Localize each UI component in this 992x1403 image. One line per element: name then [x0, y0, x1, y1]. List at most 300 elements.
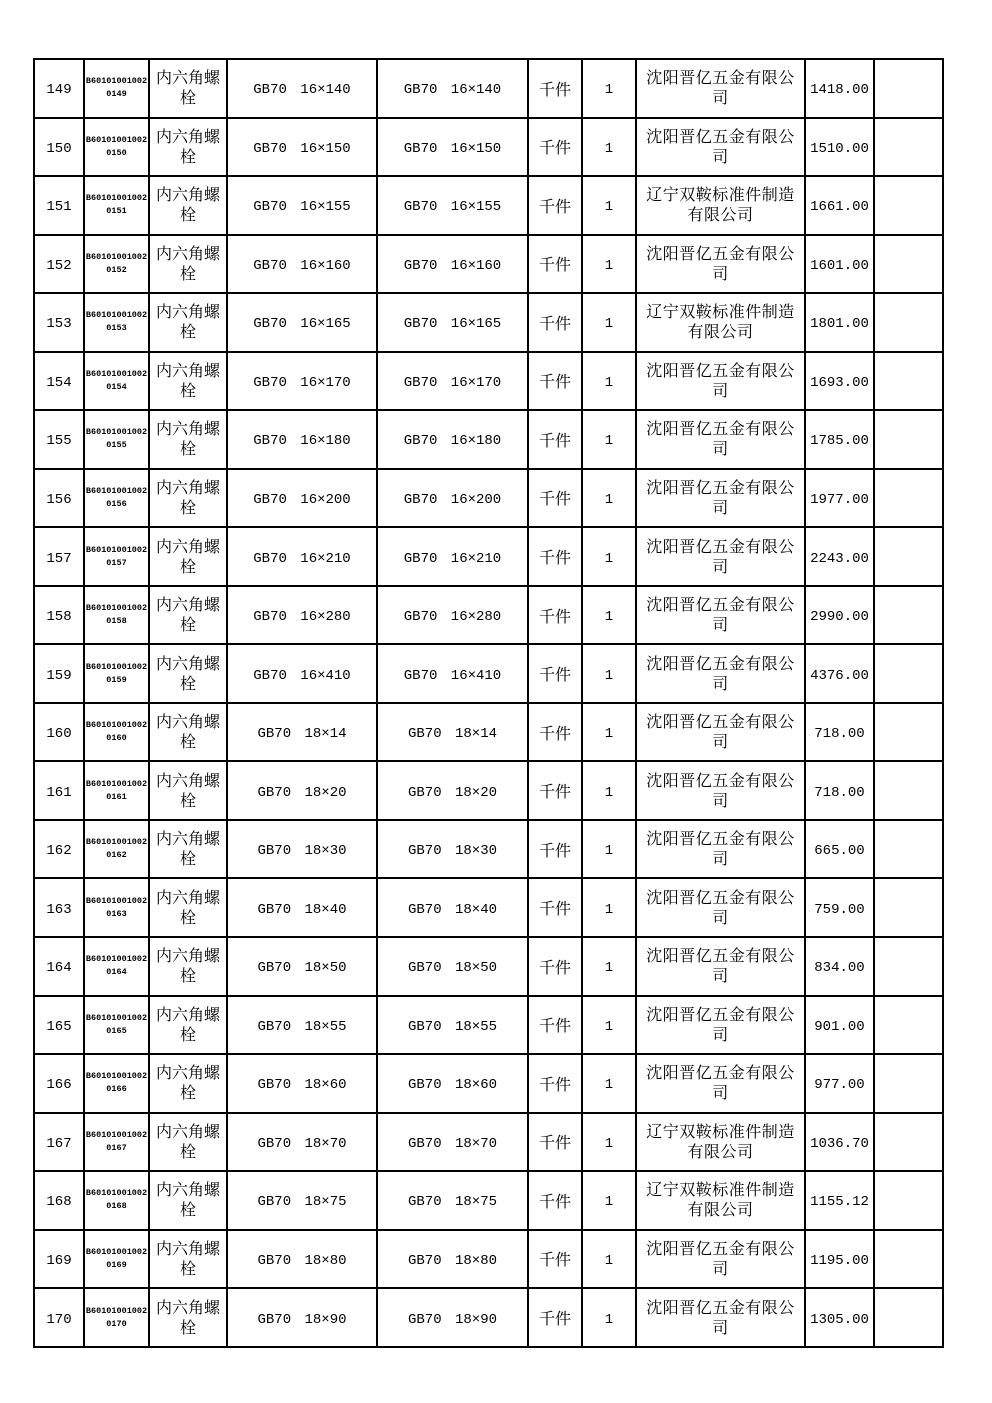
row-number: 155 — [46, 433, 72, 450]
specification: GB70 16×165 — [253, 316, 351, 333]
unit-cell — [528, 469, 582, 528]
specification: GB70 18×80 — [257, 1252, 347, 1269]
specification: GB70 18×40 — [257, 901, 347, 918]
spec-model: GB70 18×90 — [407, 1311, 497, 1328]
remark-cell — [874, 469, 943, 528]
item-code: B601010010020169 — [85, 1246, 148, 1270]
quantity-cell — [582, 1113, 636, 1172]
supplier-cell — [636, 1288, 805, 1347]
quantity: 1 — [604, 374, 614, 391]
supplier: 沈阳晋亿五金有限公司 — [646, 887, 795, 927]
quantity: 1 — [604, 82, 614, 99]
row-number-cell — [34, 996, 84, 1055]
specification: GB70 18×75 — [257, 1194, 347, 1211]
quantity-cell — [582, 644, 636, 703]
quantity-cell — [582, 527, 636, 586]
unit: 千件 — [538, 606, 571, 626]
remark-cell — [874, 1171, 943, 1230]
quantity: 1 — [604, 140, 614, 157]
supplier: 沈阳晋亿五金有限公司 — [646, 477, 795, 517]
item-name-cell — [149, 937, 227, 996]
specification-cell — [227, 820, 377, 879]
item-code-cell — [84, 1113, 149, 1172]
unit-cell — [528, 703, 582, 762]
item-name-cell — [149, 878, 227, 937]
supplier: 辽宁双鞍标准件制造有限公司 — [646, 1121, 795, 1161]
item-code-cell — [84, 1171, 149, 1230]
supplier: 沈阳晋亿五金有限公司 — [646, 770, 795, 810]
price: 834.00 — [814, 960, 865, 977]
price-cell — [805, 235, 874, 294]
quantity-cell — [582, 410, 636, 469]
price: 1661.00 — [810, 199, 869, 216]
unit-cell — [528, 1171, 582, 1230]
quantity-cell — [582, 937, 636, 996]
price-cell — [805, 1054, 874, 1113]
specification: GB70 16×210 — [253, 550, 351, 567]
specification-cell — [227, 937, 377, 996]
item-name-cell — [149, 644, 227, 703]
remark-cell — [874, 586, 943, 645]
specification: GB70 18×50 — [257, 960, 347, 977]
supplier: 沈阳晋亿五金有限公司 — [646, 595, 795, 635]
price: 1510.00 — [810, 140, 869, 157]
price: 1601.00 — [810, 257, 869, 274]
price-cell — [805, 469, 874, 528]
row-number-cell — [34, 352, 84, 411]
item-code: B601010010020170 — [85, 1305, 148, 1329]
remark-cell — [874, 118, 943, 177]
row-number-cell — [34, 878, 84, 937]
unit-cell — [528, 410, 582, 469]
spec-model-cell — [377, 586, 528, 645]
item-code: B601010010020158 — [85, 603, 148, 627]
specification-cell — [227, 878, 377, 937]
item-name: 内六角螺栓 — [155, 1121, 220, 1161]
quantity: 1 — [604, 609, 614, 626]
spec-model-cell — [377, 937, 528, 996]
table-row — [34, 293, 943, 352]
item-name-cell — [149, 235, 227, 294]
quantity: 1 — [604, 843, 614, 860]
remark-cell — [874, 410, 943, 469]
unit-cell — [528, 118, 582, 177]
spec-model: GB70 18×50 — [407, 960, 497, 977]
row-number: 151 — [46, 199, 72, 216]
unit: 千件 — [538, 372, 571, 392]
row-number-cell — [34, 1113, 84, 1172]
remark-cell — [874, 1288, 943, 1347]
price-cell — [805, 703, 874, 762]
supplier-cell — [636, 1230, 805, 1289]
price: 1036.70 — [810, 1135, 869, 1152]
spec-model-cell — [377, 235, 528, 294]
spec-model-cell — [377, 176, 528, 235]
row-number: 150 — [46, 140, 72, 157]
supplier: 沈阳晋亿五金有限公司 — [646, 1297, 795, 1337]
price-cell — [805, 410, 874, 469]
table-row — [34, 1288, 943, 1347]
item-name-cell — [149, 293, 227, 352]
item-name: 内六角螺栓 — [155, 595, 220, 635]
remark-cell — [874, 820, 943, 879]
specification: GB70 18×14 — [257, 726, 347, 743]
price: 4376.00 — [810, 667, 869, 684]
supplier: 沈阳晋亿五金有限公司 — [646, 536, 795, 576]
item-code: B601010010020153 — [85, 310, 148, 334]
item-code-cell — [84, 469, 149, 528]
specification: GB70 18×30 — [257, 843, 347, 860]
unit-cell — [528, 59, 582, 118]
supplier-cell — [636, 703, 805, 762]
remark-cell — [874, 644, 943, 703]
row-number: 170 — [46, 1311, 72, 1328]
item-name-cell — [149, 761, 227, 820]
spec-model: GB70 18×55 — [407, 1018, 497, 1035]
specification-cell — [227, 527, 377, 586]
specification: GB70 18×60 — [257, 1077, 347, 1094]
supplier: 沈阳晋亿五金有限公司 — [646, 829, 795, 869]
unit: 千件 — [538, 665, 571, 685]
supplier-cell — [636, 1054, 805, 1113]
row-number: 165 — [46, 1018, 72, 1035]
row-number-cell — [34, 703, 84, 762]
row-number: 168 — [46, 1194, 72, 1211]
item-code-cell — [84, 59, 149, 118]
quantity: 1 — [604, 550, 614, 567]
row-number-cell — [34, 1288, 84, 1347]
table-row — [34, 59, 943, 118]
row-number: 159 — [46, 667, 72, 684]
item-name: 内六角螺栓 — [155, 1063, 220, 1103]
item-name: 内六角螺栓 — [155, 770, 220, 810]
specification: GB70 16×155 — [253, 199, 351, 216]
remark-cell — [874, 937, 943, 996]
quantity: 1 — [604, 1135, 614, 1152]
item-name: 内六角螺栓 — [155, 1238, 220, 1278]
quantity-cell — [582, 996, 636, 1055]
quantity-cell — [582, 1171, 636, 1230]
supplier-cell — [636, 586, 805, 645]
spec-model-cell — [377, 1171, 528, 1230]
table-body — [34, 59, 943, 1347]
item-code-cell — [84, 1230, 149, 1289]
unit: 千件 — [538, 1309, 571, 1329]
price-cell — [805, 1288, 874, 1347]
remark-cell — [874, 59, 943, 118]
item-name: 内六角螺栓 — [155, 185, 220, 225]
price-cell — [805, 761, 874, 820]
item-name-cell — [149, 1054, 227, 1113]
row-number: 154 — [46, 374, 72, 391]
price-cell — [805, 59, 874, 118]
item-name-cell — [149, 410, 227, 469]
price-cell — [805, 937, 874, 996]
price: 1693.00 — [810, 374, 869, 391]
row-number-cell — [34, 235, 84, 294]
unit-cell — [528, 996, 582, 1055]
row-number: 163 — [46, 901, 72, 918]
item-name: 内六角螺栓 — [155, 887, 220, 927]
spec-model-cell — [377, 59, 528, 118]
item-name: 内六角螺栓 — [155, 536, 220, 576]
price: 2243.00 — [810, 550, 869, 567]
remark-cell — [874, 527, 943, 586]
quantity: 1 — [604, 199, 614, 216]
price: 901.00 — [814, 1018, 865, 1035]
table-row — [34, 1113, 943, 1172]
table-row — [34, 1054, 943, 1113]
item-code: B601010010020151 — [85, 193, 148, 217]
item-name-cell — [149, 1171, 227, 1230]
item-code: B601010010020149 — [85, 76, 148, 100]
row-number-cell — [34, 644, 84, 703]
table-row — [34, 996, 943, 1055]
unit: 千件 — [538, 313, 571, 333]
specification-cell — [227, 586, 377, 645]
unit: 千件 — [538, 1191, 571, 1211]
unit-cell — [528, 937, 582, 996]
quantity: 1 — [604, 901, 614, 918]
supplier-cell — [636, 1113, 805, 1172]
row-number-cell — [34, 1054, 84, 1113]
quantity-cell — [582, 878, 636, 937]
spec-model-cell — [377, 1113, 528, 1172]
row-number: 156 — [46, 491, 72, 508]
item-code-cell — [84, 176, 149, 235]
item-name-cell — [149, 1230, 227, 1289]
specification-cell — [227, 352, 377, 411]
spec-model: GB70 16×150 — [403, 140, 502, 157]
row-number-cell — [34, 586, 84, 645]
item-name-cell — [149, 176, 227, 235]
unit: 千件 — [538, 548, 571, 568]
item-name-cell — [149, 527, 227, 586]
item-code: B601010010020152 — [85, 251, 148, 275]
spec-model-cell — [377, 761, 528, 820]
remark-cell — [874, 235, 943, 294]
unit: 千件 — [538, 489, 571, 509]
table-row — [34, 761, 943, 820]
price: 759.00 — [814, 901, 865, 918]
price: 718.00 — [814, 784, 865, 801]
spec-model-cell — [377, 352, 528, 411]
specification: GB70 16×180 — [253, 433, 351, 450]
table-row — [34, 176, 943, 235]
specification: GB70 18×90 — [257, 1311, 347, 1328]
item-name-cell — [149, 996, 227, 1055]
spec-model-cell — [377, 118, 528, 177]
supplier-cell — [636, 410, 805, 469]
item-name: 内六角螺栓 — [155, 829, 220, 869]
item-code-cell — [84, 352, 149, 411]
price-cell — [805, 644, 874, 703]
supplier-cell — [636, 59, 805, 118]
item-code: B601010010020168 — [85, 1188, 148, 1212]
remark-cell — [874, 703, 943, 762]
supplier-cell — [636, 644, 805, 703]
supplier: 辽宁双鞍标准件制造有限公司 — [646, 185, 795, 225]
table-row — [34, 878, 943, 937]
supplier: 沈阳晋亿五金有限公司 — [646, 1004, 795, 1044]
supplier: 沈阳晋亿五金有限公司 — [646, 946, 795, 986]
price-table — [33, 58, 944, 1348]
quantity-cell — [582, 235, 636, 294]
item-name-cell — [149, 1288, 227, 1347]
item-code-cell — [84, 996, 149, 1055]
price-cell — [805, 1171, 874, 1230]
quantity-cell — [582, 761, 636, 820]
specification-cell — [227, 293, 377, 352]
row-number-cell — [34, 527, 84, 586]
item-code: B601010010020166 — [85, 1071, 148, 1095]
spec-model: GB70 16×160 — [403, 257, 502, 274]
unit: 千件 — [538, 840, 571, 860]
unit-cell — [528, 1288, 582, 1347]
price-cell — [805, 527, 874, 586]
spec-model: GB70 16×200 — [403, 491, 502, 508]
price-cell — [805, 118, 874, 177]
item-code-cell — [84, 937, 149, 996]
item-code: B601010010020164 — [85, 954, 148, 978]
supplier-cell — [636, 1171, 805, 1230]
item-code-cell — [84, 878, 149, 937]
item-name: 内六角螺栓 — [155, 1004, 220, 1044]
supplier-cell — [636, 937, 805, 996]
specification: GB70 18×70 — [257, 1135, 347, 1152]
unit: 千件 — [538, 1074, 571, 1094]
spec-model: GB70 18×75 — [407, 1194, 497, 1211]
row-number: 169 — [46, 1252, 72, 1269]
unit: 千件 — [538, 196, 571, 216]
quantity-cell — [582, 469, 636, 528]
item-code: B601010010020150 — [85, 134, 148, 158]
unit: 千件 — [538, 782, 571, 802]
price: 1195.00 — [810, 1252, 869, 1269]
item-code: B601010010020167 — [85, 1129, 148, 1153]
specification: GB70 16×410 — [253, 667, 351, 684]
spec-model: GB70 18×20 — [407, 784, 497, 801]
spec-model-cell — [377, 878, 528, 937]
spec-model: GB70 16×280 — [403, 609, 502, 626]
unit: 千件 — [538, 1133, 571, 1153]
item-name: 内六角螺栓 — [155, 946, 220, 986]
item-name: 内六角螺栓 — [155, 653, 220, 693]
item-name: 内六角螺栓 — [155, 360, 220, 400]
price: 1785.00 — [810, 433, 869, 450]
spec-model: GB70 18×30 — [407, 843, 497, 860]
row-number: 152 — [46, 257, 72, 274]
item-name: 内六角螺栓 — [155, 126, 220, 166]
row-number-cell — [34, 937, 84, 996]
supplier: 沈阳晋亿五金有限公司 — [646, 419, 795, 459]
quantity: 1 — [604, 1077, 614, 1094]
supplier: 沈阳晋亿五金有限公司 — [646, 712, 795, 752]
row-number-cell — [34, 176, 84, 235]
specification-cell — [227, 1054, 377, 1113]
row-number: 153 — [46, 316, 72, 333]
row-number: 161 — [46, 784, 72, 801]
item-name: 内六角螺栓 — [155, 302, 220, 342]
unit-cell — [528, 820, 582, 879]
row-number-cell — [34, 761, 84, 820]
spec-model-cell — [377, 293, 528, 352]
item-name-cell — [149, 1113, 227, 1172]
supplier-cell — [636, 176, 805, 235]
spec-model: GB70 16×180 — [403, 433, 502, 450]
spec-model: GB70 16×155 — [403, 199, 502, 216]
spec-model-cell — [377, 1054, 528, 1113]
remark-cell — [874, 878, 943, 937]
supplier: 辽宁双鞍标准件制造有限公司 — [646, 1180, 795, 1220]
item-code-cell — [84, 703, 149, 762]
item-name-cell — [149, 352, 227, 411]
table-row — [34, 118, 943, 177]
item-code: B601010010020155 — [85, 427, 148, 451]
supplier-cell — [636, 118, 805, 177]
spec-model-cell — [377, 469, 528, 528]
remark-cell — [874, 176, 943, 235]
table-row — [34, 352, 943, 411]
supplier: 沈阳晋亿五金有限公司 — [646, 243, 795, 283]
item-name: 内六角螺栓 — [155, 1180, 220, 1220]
quantity: 1 — [604, 1194, 614, 1211]
specification: GB70 18×20 — [257, 784, 347, 801]
quantity-cell — [582, 59, 636, 118]
item-code-cell — [84, 761, 149, 820]
unit-cell — [528, 235, 582, 294]
item-code-cell — [84, 527, 149, 586]
item-name-cell — [149, 59, 227, 118]
unit-cell — [528, 878, 582, 937]
quantity: 1 — [604, 316, 614, 333]
quantity-cell — [582, 820, 636, 879]
specification-cell — [227, 644, 377, 703]
item-code-cell — [84, 118, 149, 177]
item-code: B601010010020161 — [85, 778, 148, 802]
row-number-cell — [34, 293, 84, 352]
quantity: 1 — [604, 1311, 614, 1328]
specification: GB70 16×200 — [253, 491, 351, 508]
supplier: 沈阳晋亿五金有限公司 — [646, 126, 795, 166]
unit-cell — [528, 1230, 582, 1289]
unit: 千件 — [538, 255, 571, 275]
unit: 千件 — [538, 723, 571, 743]
item-name-cell — [149, 820, 227, 879]
unit-cell — [528, 527, 582, 586]
row-number: 149 — [46, 82, 72, 99]
supplier: 沈阳晋亿五金有限公司 — [646, 68, 795, 108]
item-code: B601010010020160 — [85, 720, 148, 744]
remark-cell — [874, 293, 943, 352]
quantity-cell — [582, 1054, 636, 1113]
row-number: 164 — [46, 960, 72, 977]
quantity-cell — [582, 703, 636, 762]
table-row — [34, 586, 943, 645]
table-row — [34, 469, 943, 528]
row-number-cell — [34, 469, 84, 528]
unit-cell — [528, 176, 582, 235]
quantity-cell — [582, 1230, 636, 1289]
unit: 千件 — [538, 79, 571, 99]
remark-cell — [874, 352, 943, 411]
spec-model-cell — [377, 644, 528, 703]
item-code-cell — [84, 1288, 149, 1347]
spec-model-cell — [377, 527, 528, 586]
unit-cell — [528, 1113, 582, 1172]
price: 2990.00 — [810, 609, 869, 626]
supplier-cell — [636, 469, 805, 528]
